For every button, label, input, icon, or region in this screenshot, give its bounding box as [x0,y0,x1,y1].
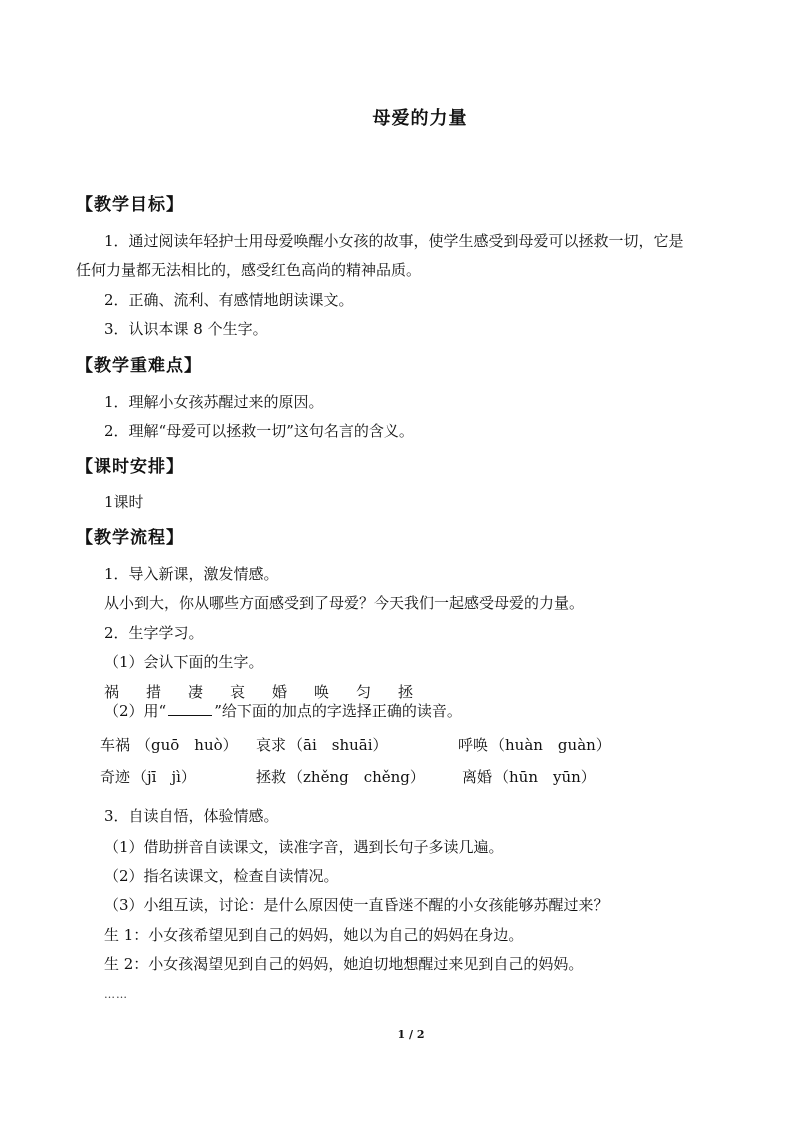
section-heading-schedule: 【课时安排】 [76,457,184,477]
character-item: 措 [146,683,162,701]
page-number: 1 / 2 [397,1028,425,1041]
pinyin-word: 哀求 [256,736,287,754]
character-item: 祸 [104,683,120,701]
process-step-3-sub-3: （3）小组互读，讨论：是什么原因使一直昏迷不醒的小女孩能够苏醒过来？ [104,896,609,914]
difficulty-2: 2．理解“母爱可以拯救一切”这句名言的含义。 [104,422,414,440]
process-step-1: 1．导入新课，激发情感。 [104,565,279,583]
underline-blank [168,703,212,716]
instruction-prefix: （2）用“ [104,702,167,720]
character-item: 哀 [230,683,246,701]
character-item: 凄 [188,683,204,701]
process-step-2: 2．生字学习。 [104,624,204,642]
pinyin-options: （guō huò） [136,736,238,754]
process-step-2-sub-2 [104,701,462,721]
ellipsis: …… [104,988,128,1001]
process-step-3: 3．自读自悟，体验情感。 [104,807,279,825]
pinyin-options: （hūn yūn） [494,768,596,786]
section-heading-process: 【教学流程】 [76,528,184,548]
character-item: 唤 [314,683,330,701]
objective-3: 3．认识本课 8 个生字。 [104,320,268,338]
pinyin-options: （huàn guàn） [490,736,611,754]
character-item: 匀 [356,683,372,701]
difficulty-1: 1．理解小女孩苏醒过来的原因。 [104,393,324,411]
schedule-text: 1课时 [104,493,144,511]
pinyin-options: （jī jì） [132,768,196,786]
pinyin-word: 奇迹 [100,768,131,786]
process-step-1-text: 从小到大，你从哪些方面感受到了母爱？今天我们一起感受母爱的力量。 [104,594,585,612]
objective-1-line-2: 任何力量都无法相比的，感受红色高尚的精神品质。 [76,261,422,279]
student-answer-2: 生 2：小女孩渴望见到自己的妈妈，她迫切地想醒过来见到自己的妈妈。 [104,955,584,973]
pinyin-word: 呼唤 [458,736,489,754]
pinyin-row-1 [0,734,794,754]
process-step-3-sub-2: （2）指名读课文，检查自读情况。 [104,867,339,885]
section-heading-objectives: 【教学目标】 [76,195,184,215]
objective-2: 2．正确、流利、有感情地朗读课文。 [104,291,354,309]
objective-1-line-1: 1．通过阅读年轻护士用母爱唤醒小女孩的故事，使学生感受到母爱可以拯救一切，它是 [104,232,684,250]
process-step-3-sub-1: （1）借助拼音自读课文，读准字音，遇到长句子多读几遍。 [104,838,504,856]
section-heading-difficulties: 【教学重难点】 [76,356,202,376]
instruction-suffix: ”给下面的加点的字选择正确的读音。 [214,702,462,720]
pinyin-word: 拯救 [256,768,287,786]
process-step-2-sub-1: （1）会认下面的生字。 [104,653,264,671]
page-title: 母爱的力量 [372,108,468,129]
student-answer-1: 生 1：小女孩希望见到自己的妈妈，她以为自己的妈妈在身边。 [104,926,524,944]
character-item: 拯 [398,683,414,701]
pinyin-word: 车祸 [100,736,131,754]
pinyin-row-2 [0,766,794,786]
character-list [104,681,440,702]
character-item: 婚 [272,683,288,701]
pinyin-options: （āi shuāi） [288,736,388,754]
pinyin-options: （zhěng chěng） [288,768,425,786]
pinyin-word: 离婚 [462,768,493,786]
